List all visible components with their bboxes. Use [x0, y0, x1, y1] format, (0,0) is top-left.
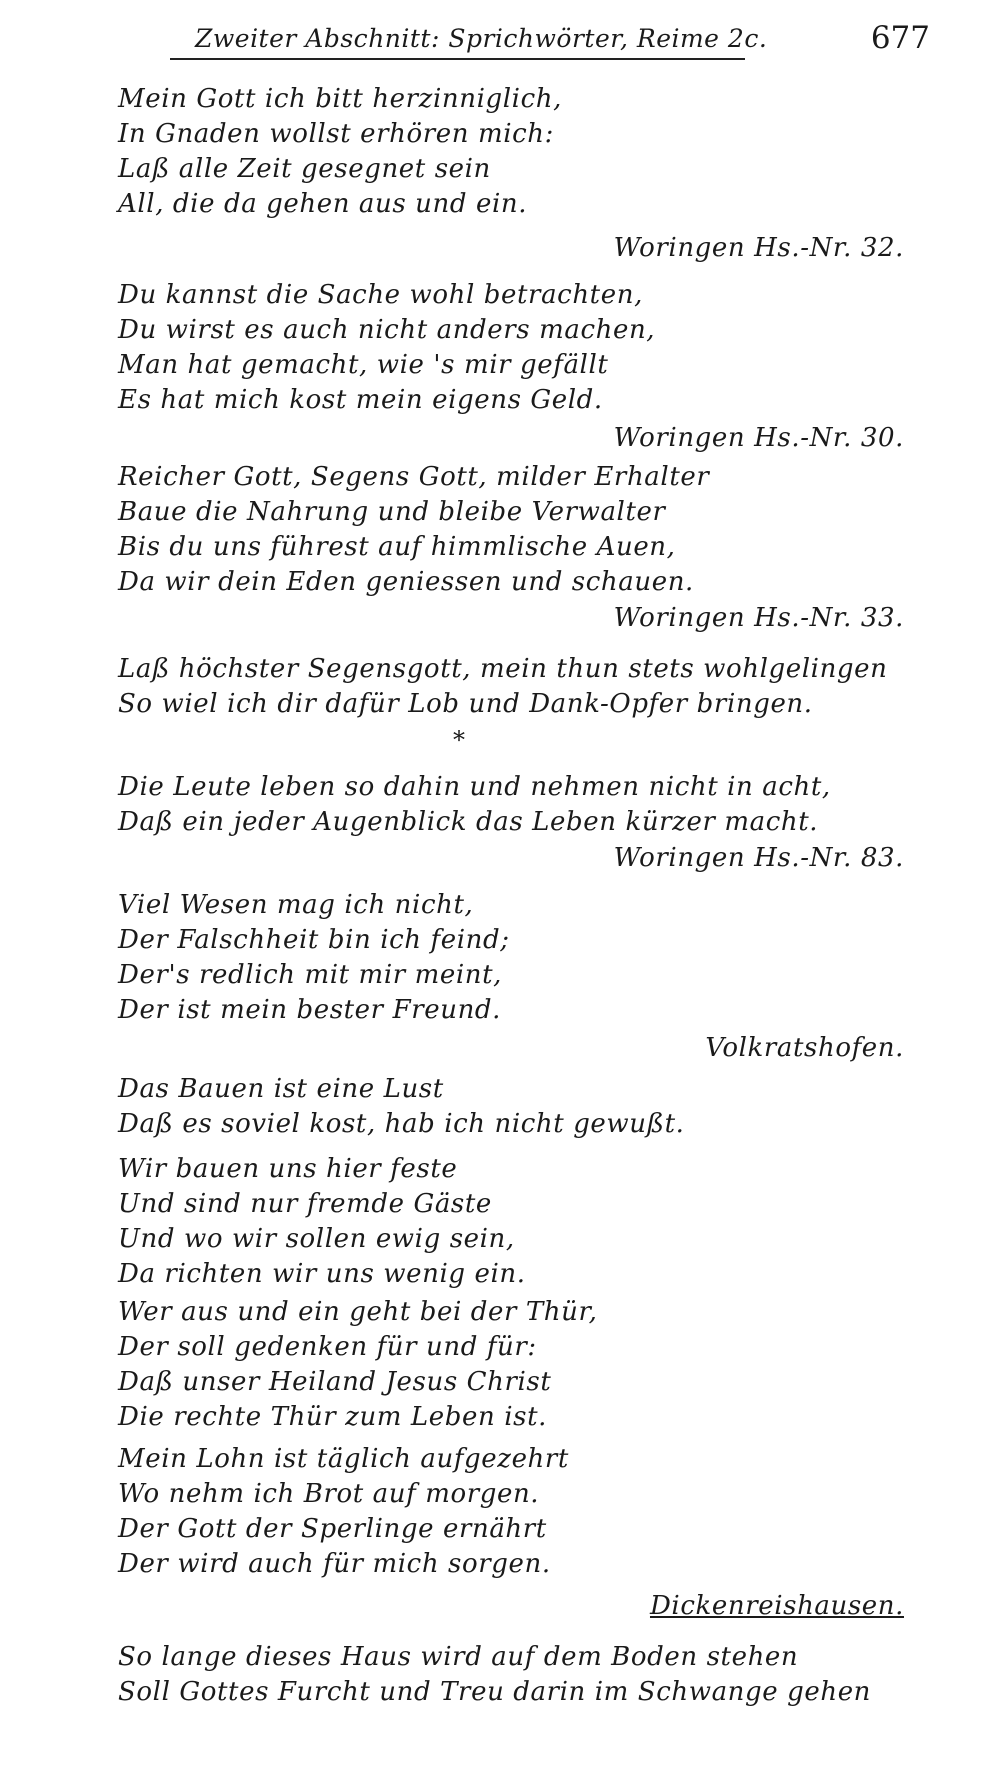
verse-block	[118, 278, 918, 418]
verse-line: Der ist mein bester Freund.	[118, 995, 502, 1025]
page-number: 677	[870, 20, 930, 56]
verse-line: Man hat gemacht, wie 's mir gefällt	[118, 350, 609, 380]
verse-line: Bis du uns führest auf himmlische Auen,	[118, 532, 676, 562]
verse-line: Der Gott der Sperlinge ernährt	[118, 1514, 547, 1544]
verse-block	[118, 1442, 918, 1582]
verse-block	[118, 652, 918, 722]
verse-line: So lange dieses Haus wird auf dem Boden stehen	[118, 1642, 799, 1672]
verse-block	[118, 888, 918, 1028]
source-attribution: Woringen Hs.-Nr. 33.	[613, 603, 904, 633]
verse-line: Laß alle Zeit gesegnet sein	[118, 154, 491, 184]
verse-line: Reicher Gott, Segens Gott, milder Erhalter	[118, 462, 710, 492]
verse-block	[118, 1640, 918, 1710]
verse-line: So wiel ich dir dafür Lob und Dank-Opfer bringen.	[118, 689, 813, 719]
section-separator: *	[453, 726, 465, 754]
verse-block	[118, 1295, 918, 1435]
verse-line: Daß es soviel kost, hab ich nicht gewußt.	[118, 1109, 685, 1139]
source-attribution: Dickenreishausen.	[649, 1591, 904, 1621]
verse-line: Baue die Nahrung und bleibe Verwalter	[118, 497, 666, 527]
source-attribution: Volkratshofen.	[705, 1033, 904, 1063]
verse-line: Du kannst die Sache wohl betrachten,	[118, 280, 643, 310]
verse-line: Da wir dein Eden geniessen und schauen.	[118, 567, 694, 597]
source-attribution: Woringen Hs.-Nr. 32.	[613, 233, 904, 263]
verse-line: Mein Lohn ist täglich aufgezehrt	[118, 1444, 569, 1474]
verse-line: In Gnaden wollst erhören mich:	[118, 119, 555, 149]
verse-block	[118, 82, 918, 222]
running-head: Zweiter Abschnitt: Sprichwörter, Reime 2c.	[195, 24, 768, 53]
verse-line: Du wirst es auch nicht anders machen,	[118, 315, 656, 345]
verse-line: All, die da gehen aus und ein.	[118, 189, 528, 219]
verse-line: Der soll gedenken für und für:	[118, 1332, 537, 1362]
source-attribution: Woringen Hs.-Nr. 30.	[613, 423, 904, 453]
verse-block	[118, 770, 918, 840]
verse-line: Der wird auch für mich sorgen.	[118, 1549, 551, 1579]
header-rule	[170, 58, 745, 60]
verse-line: Daß ein jeder Augenblick das Leben kürzer macht.	[118, 807, 819, 837]
verse-line: Das Bauen ist eine Lust	[118, 1074, 444, 1104]
verse-block	[118, 1072, 918, 1142]
verse-line: Wir bauen uns hier feste	[118, 1154, 458, 1184]
verse-line: Und sind nur fremde Gäste	[118, 1189, 492, 1219]
verse-line: Und wo wir sollen ewig sein,	[118, 1224, 515, 1254]
verse-line: Der's redlich mit mir meint,	[118, 960, 503, 990]
verse-line: Der Falschheit bin ich feind;	[118, 925, 510, 955]
verse-line: Mein Gott ich bitt herzinniglich,	[118, 84, 562, 114]
verse-line: Wo nehm ich Brot auf morgen.	[118, 1479, 540, 1509]
verse-line: Laß höchster Segensgott, mein thun stets wohlgelingen	[118, 654, 888, 684]
source-attribution: Woringen Hs.-Nr. 83.	[613, 843, 904, 873]
verse-block	[118, 1152, 918, 1292]
verse-line: Wer aus und ein geht bei der Thür,	[118, 1297, 598, 1327]
verse-line: Es hat mich kost mein eigens Geld.	[118, 385, 603, 415]
verse-line: Soll Gottes Furcht und Treu darin im Schwange gehen	[118, 1677, 872, 1707]
verse-block	[118, 460, 918, 600]
verse-line: Die Leute leben so dahin und nehmen nicht in acht,	[118, 772, 831, 802]
verse-line: Daß unser Heiland Jesus Christ	[118, 1367, 552, 1397]
verse-line: Da richten wir uns wenig ein.	[118, 1259, 526, 1289]
verse-line: Viel Wesen mag ich nicht,	[118, 890, 474, 920]
verse-line: Die rechte Thür zum Leben ist.	[118, 1402, 547, 1432]
page-header	[170, 18, 950, 62]
